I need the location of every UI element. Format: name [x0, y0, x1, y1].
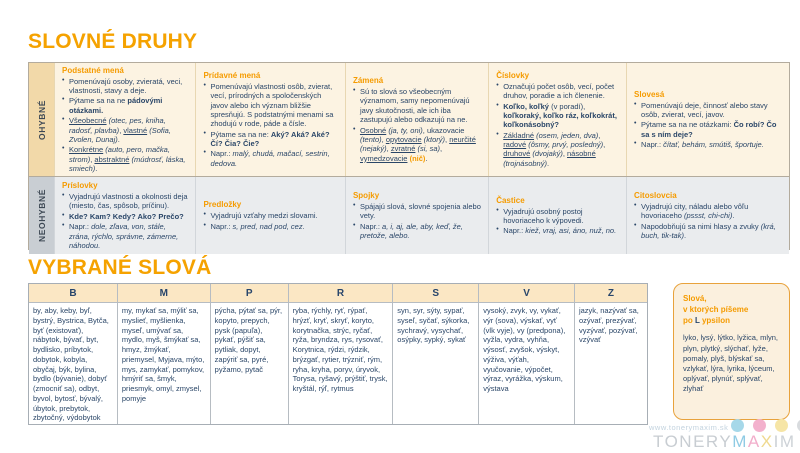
cell-bullets: • Vyjadrujú city, náladu alebo vôľu hovoriaceho (pssst, chi-chi). • Napodobňujú sa nimi hlasy a zvuky (krá, buch, tik-tak).	[634, 201, 782, 241]
row-label-text: NEOHYBNÉ	[36, 189, 47, 243]
cell-bullets: • Pomenúvajú osoby, zvieratá, veci, vlastnosti, stavy a deje. • Pýtame sa na ne pádovými otázkami. • Všeobecné (otec, pes, kniha, radosť, plavba), vlastné (Sofia, Zvolen, Dunaj). • Konkrétne (auto, pero, mačka, strom), abstraktné (múdrosť, láska, smiech).	[62, 76, 188, 174]
cell-predlozky	[195, 177, 345, 254]
column-m	[117, 284, 210, 424]
cell-castice	[488, 177, 626, 254]
l-ypsilon-box-title: Slová, v ktorých píšeme po L ypsilon	[683, 294, 749, 325]
cell-heading: Zámená	[352, 76, 384, 85]
column-words: ryba, rýchly, ryť, rýpať, hrýzť, kryť, skryť, koryto, korytnačka, strýc, ryčať, ryža, bryndza, rys, rysovať, Korytnica, rýdzi, rýdzik, brýzgať, rytier, trýzniť, rým, ryha, kryha, poryv, úryvok, Torysa, ryšavý, prýštiť, trysk, kryštál, rýľ, rytmus	[292, 306, 388, 393]
column-header: S	[393, 284, 478, 303]
cell-zamena	[345, 63, 488, 176]
cell-bullets: • Spájajú slová, slovné spojenia alebo vety. • Napr.: a, i, aj, ale, aby, keď, že, pretože, alebo.	[353, 201, 481, 241]
column-header: R	[289, 284, 393, 303]
cell-heading: Podstatné mená	[62, 65, 124, 75]
brand-letter: M	[732, 432, 748, 451]
row-label-text: OHYBNÉ	[36, 99, 47, 140]
cell-bullets: • Označujú počet osôb, vecí, počet druhov, poradie a ich členenie. • Koľko, koľký (v poradí), koľkoraký, koľko ráz, koľkokrát, koľkonásobný? • Základné (osem, jeden, dva), radové (ôsmy, prvý, posledný), druhové (dvojaký), násobné (trojnásobný).	[496, 81, 619, 168]
page-title-slovne-druhy: SLOVNÉ DRUHY	[28, 30, 198, 53]
column-words: by, aby, keby, byľ, bystrý, Bystrica, Bytča, byť (existovať), nábytok, bývať, byt, bydlisko, príbytok, dobytok, kobyla, obyčaj, býk, bylina, bydlo (bývanie), dobyť (zmocniť sa), odbyt, byvol, bytosť, bývalý, úbytok, prebytok, zbytočný, výdobytok	[33, 306, 109, 423]
cell-bullets: • Sú to slová so všeobecným významom, samy nepomenúvajú javy skutočnosti, ale ich iba zastupujú alebo odkazujú na ne. • Osobné (ja, ty, oni), ukazovacie (tento), opytovacie (ktorý), neurčité (nejaký), zvratné (si, sa), vymedzovacie (nič).	[353, 86, 481, 163]
cell-podstatne-mena	[54, 63, 195, 176]
column-v	[478, 284, 574, 424]
column-words: vysoký, zvyk, vy, vykať, výr (sova), výskať, vyť (vlk vyje), vy (predpona), vyžla, vydra, vyhňa, výsosť, zvyšok, výskyt, výživa, výťah, vyučovanie, výpočet, výraz, vyrážka, výskum, výstava	[483, 306, 566, 393]
l-ypsilon-box	[673, 283, 790, 420]
table-slovne-druhy	[28, 62, 790, 250]
cell-heading: Slovesá	[634, 89, 665, 99]
row-ohybne	[29, 63, 789, 176]
column-s	[392, 284, 478, 424]
row-label-ohybne	[29, 63, 54, 176]
column-header: B	[29, 284, 117, 303]
cell-cislovky	[488, 63, 626, 176]
column-words: syn, syr, sýty, sypať, syseľ, syčať, sýkorka, sychravý, vysychať, osýpky, sypký, sykať	[397, 306, 470, 345]
column-header: M	[118, 284, 210, 303]
column-words: my, mykať sa, mýliť sa, myslieť, myšlienka, myseľ, umývať sa, mydlo, myš, šmýkať sa, hmyz, žmýkať, priemysel, Myjava, mýto, mys, zamykať, pomykov, hmýriť sa, šmyk, priesmyk, omyl, zmysel, pomyje	[121, 306, 205, 403]
column-p	[210, 284, 288, 424]
cell-heading: Číslovky	[496, 70, 530, 80]
column-header: V	[479, 284, 574, 303]
column-words: pýcha, pýtať sa, pýr, kopyto, prepych, pysk (papuľa), pykať, pýšiť sa, pytliak, dopyt, zapýriť sa, pyré, pyžamo, pytač	[214, 306, 283, 374]
brand-letter: X	[760, 432, 774, 451]
cell-bullets: • Vyjadrujú vzťahy medzi slovami. • Napr.: s, pred, nad pod, cez.	[203, 210, 338, 231]
cell-prislovky	[54, 177, 195, 254]
brand-letter: M	[779, 432, 796, 451]
cell-bullets: • Vyjadrujú osobný postoj hovoriaceho k výpovedi. • Napr.: kiež, vraj, asi, áno, nuž, no.	[496, 206, 619, 236]
row-label-neohybne	[29, 177, 54, 254]
cell-heading: Citoslovcia	[634, 190, 677, 200]
column-z	[574, 284, 647, 424]
cell-slovesa	[626, 63, 789, 176]
cell-heading: Prídavné mená	[203, 70, 261, 80]
brand-wordmark	[653, 432, 796, 452]
brand-dot-cyan-icon	[731, 419, 744, 432]
cell-pridavne-mena	[195, 63, 345, 176]
page-title-vybrane-slova: VYBRANÉ SLOVÁ	[28, 256, 212, 279]
cell-heading: Častice	[496, 195, 525, 205]
column-header: Z	[575, 284, 647, 303]
row-neohybne	[29, 176, 789, 254]
cell-bullets: • Vyjadrujú vlastnosti a okolnosti deja (miesto, čas, spôsob, príčinu). • Kde? Kam? Kedy? Ako? Prečo? • Napr.: dole, zľava, von, stále, zrána, rýchlo, správne, zámerne, náhodou.	[62, 191, 188, 250]
brand-wordmark-tonery: TONERY	[653, 432, 733, 451]
column-r	[288, 284, 393, 424]
column-words: jazyk, nazývať sa, ozývať, prezývať, vyzývať, pozývať, vzývať	[578, 306, 639, 345]
brand-dot-magenta-icon	[753, 419, 766, 432]
cell-bullets: • Pomenúvajú vlastnosti osôb, zvierat, vecí, prírodných a spoločenských javov alebo ich význam bližšie spresňujú. S podstatnými menami sa zhodujú v rode, páde a čísle. • Pýtame sa na ne: Aký? Aká? Aké? Čí? Čia? Čie? • Napr.: malý, chudá, mačací, sestrin, dedova.	[203, 81, 338, 168]
cell-spojky	[345, 177, 488, 254]
cell-heading: Spojky	[352, 190, 380, 200]
watermark	[585, 412, 800, 453]
table-vybrane-slova	[28, 283, 648, 425]
cell-heading: Príslovky	[62, 181, 98, 190]
brand-letter: I	[773, 432, 780, 451]
watermark-url: www.tonerymaxim.sk	[649, 423, 729, 432]
brand-letter: A	[747, 432, 761, 451]
column-header: P	[211, 284, 288, 303]
cell-citoslovcia	[626, 177, 789, 254]
cell-heading: Predložky	[203, 200, 242, 210]
cell-bullets: • Pomenúvajú deje, činnosť alebo stavy osôb, zvierat, vecí, javov. • Pýtame sa na ne otázkami: Čo robí? Čo sa s ním deje? • Napr.: čítať, behám, smútiš, športuje.	[634, 100, 782, 150]
l-ypsilon-box-words: lyko, lysý, lýtko, lyžica, mlyn, plyn, plytký, slýchať, lyže, pomaly, plyš, blýskať sa, vzlykať, lýra, lyrika, lýceum, oplývať, plynúť, splývať, zlyhať	[683, 333, 779, 394]
brand-dot-yellow-icon	[775, 419, 788, 432]
column-b	[29, 284, 117, 424]
